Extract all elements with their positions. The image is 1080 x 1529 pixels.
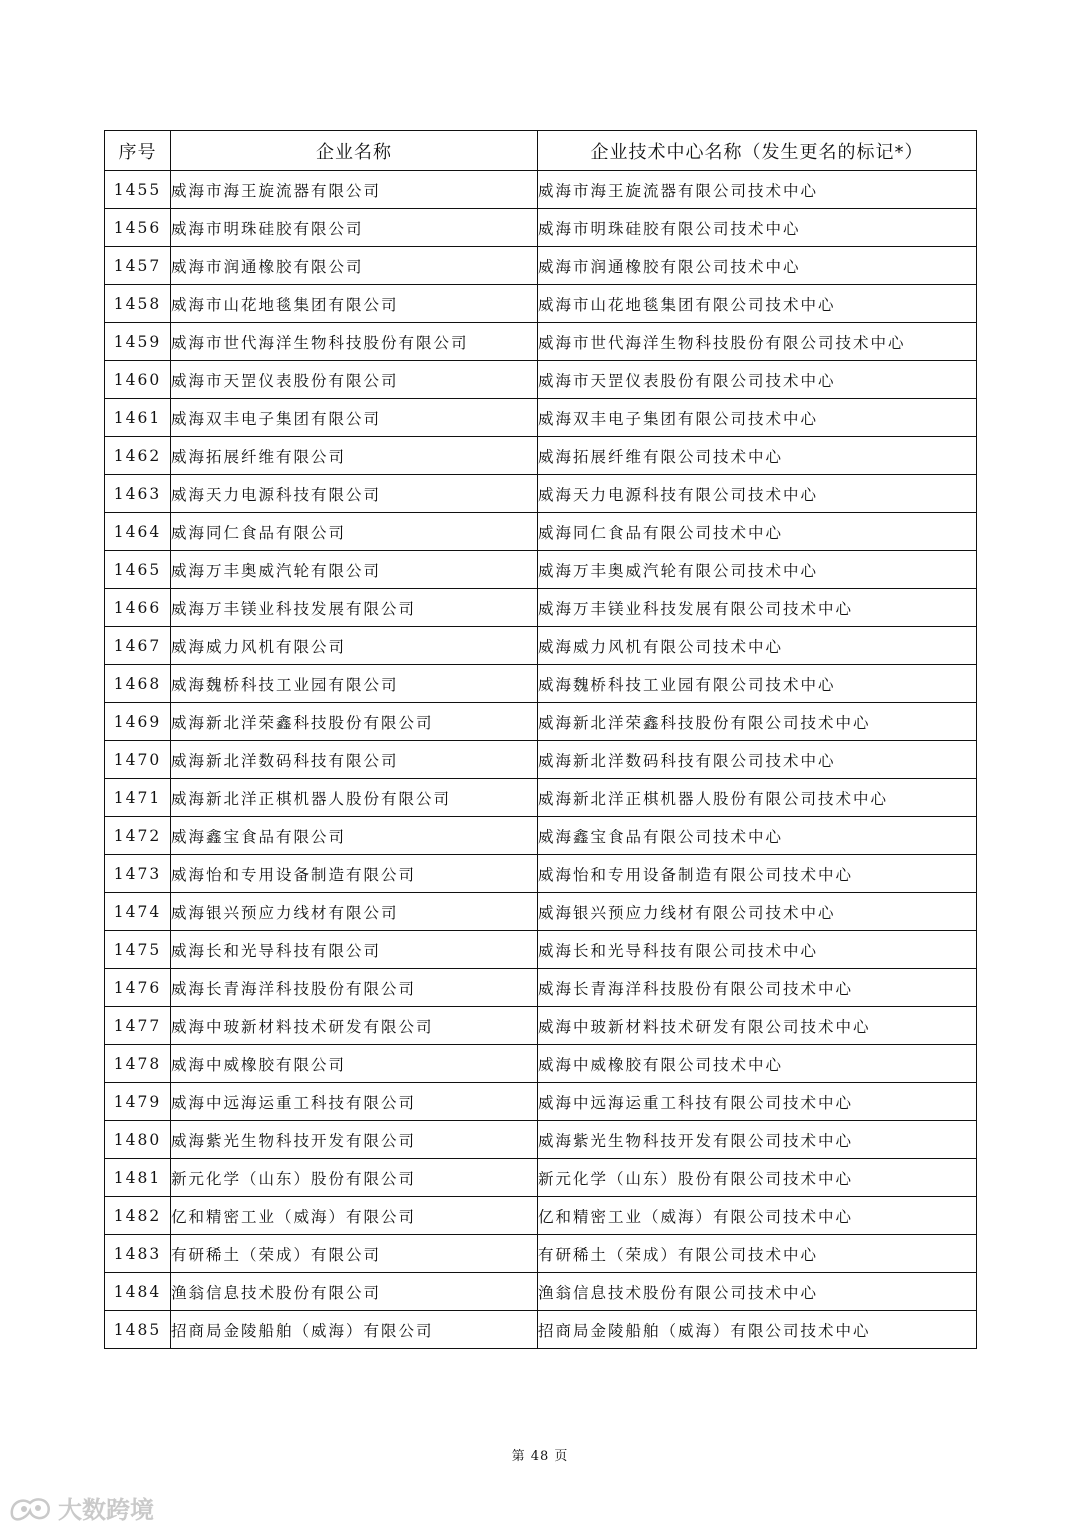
tech-center-name: 招商局金陵船舶（威海）有限公司技术中心 bbox=[538, 1311, 977, 1349]
table-header-row bbox=[105, 131, 977, 171]
table-row bbox=[105, 551, 977, 589]
table-row bbox=[105, 323, 977, 361]
row-index: 1467 bbox=[105, 627, 171, 665]
row-index: 1470 bbox=[105, 741, 171, 779]
company-name: 威海怡和专用设备制造有限公司 bbox=[171, 855, 538, 893]
table-row bbox=[105, 247, 977, 285]
company-name: 威海中玻新材料技术研发有限公司 bbox=[171, 1007, 538, 1045]
table-row bbox=[105, 969, 977, 1007]
company-name: 威海长青海洋科技股份有限公司 bbox=[171, 969, 538, 1007]
table-row bbox=[105, 1235, 977, 1273]
row-index: 1466 bbox=[105, 589, 171, 627]
tech-center-name: 威海市明珠硅胶有限公司技术中心 bbox=[538, 209, 977, 247]
row-index: 1461 bbox=[105, 399, 171, 437]
tech-center-name: 渔翁信息技术股份有限公司技术中心 bbox=[538, 1273, 977, 1311]
table-row bbox=[105, 361, 977, 399]
row-index: 1469 bbox=[105, 703, 171, 741]
row-index: 1456 bbox=[105, 209, 171, 247]
row-index: 1478 bbox=[105, 1045, 171, 1083]
row-index: 1484 bbox=[105, 1273, 171, 1311]
table-row bbox=[105, 1273, 977, 1311]
company-name: 威海市世代海洋生物科技股份有限公司 bbox=[171, 323, 538, 361]
table-row bbox=[105, 513, 977, 551]
company-name: 威海魏桥科技工业园有限公司 bbox=[171, 665, 538, 703]
row-index: 1474 bbox=[105, 893, 171, 931]
row-index: 1455 bbox=[105, 171, 171, 209]
table-row bbox=[105, 779, 977, 817]
row-index: 1463 bbox=[105, 475, 171, 513]
tech-center-name: 威海万丰镁业科技发展有限公司技术中心 bbox=[538, 589, 977, 627]
row-index: 1471 bbox=[105, 779, 171, 817]
tech-center-name: 威海紫光生物科技开发有限公司技术中心 bbox=[538, 1121, 977, 1159]
row-index: 1465 bbox=[105, 551, 171, 589]
row-index: 1481 bbox=[105, 1159, 171, 1197]
tech-center-name: 有研稀土（荣成）有限公司技术中心 bbox=[538, 1235, 977, 1273]
company-name: 威海长和光导科技有限公司 bbox=[171, 931, 538, 969]
company-name: 威海市明珠硅胶有限公司 bbox=[171, 209, 538, 247]
table-row bbox=[105, 817, 977, 855]
table-row bbox=[105, 399, 977, 437]
tech-center-name: 新元化学（山东）股份有限公司技术中心 bbox=[538, 1159, 977, 1197]
table-row bbox=[105, 589, 977, 627]
company-name: 威海银兴预应力线材有限公司 bbox=[171, 893, 538, 931]
company-name: 招商局金陵船舶（威海）有限公司 bbox=[171, 1311, 538, 1349]
tech-center-name: 威海长和光导科技有限公司技术中心 bbox=[538, 931, 977, 969]
table-row bbox=[105, 893, 977, 931]
tech-center-name: 威海市润通橡胶有限公司技术中心 bbox=[538, 247, 977, 285]
watermark-text: 大数跨境 bbox=[58, 1496, 154, 1524]
table-row bbox=[105, 931, 977, 969]
row-index: 1459 bbox=[105, 323, 171, 361]
table-row bbox=[105, 285, 977, 323]
tech-center-name: 威海新北洋正棋机器人股份有限公司技术中心 bbox=[538, 779, 977, 817]
company-name: 威海新北洋荣鑫科技股份有限公司 bbox=[171, 703, 538, 741]
header-index: 序号 bbox=[105, 131, 171, 171]
row-index: 1462 bbox=[105, 437, 171, 475]
row-index: 1457 bbox=[105, 247, 171, 285]
table-row bbox=[105, 703, 977, 741]
company-name: 威海新北洋正棋机器人股份有限公司 bbox=[171, 779, 538, 817]
company-name: 威海万丰奥威汽轮有限公司 bbox=[171, 551, 538, 589]
row-index: 1458 bbox=[105, 285, 171, 323]
table-row bbox=[105, 1197, 977, 1235]
table-row bbox=[105, 855, 977, 893]
row-index: 1473 bbox=[105, 855, 171, 893]
tech-center-name: 威海市世代海洋生物科技股份有限公司技术中心 bbox=[538, 323, 977, 361]
company-name: 威海拓展纤维有限公司 bbox=[171, 437, 538, 475]
table-row bbox=[105, 1121, 977, 1159]
table-row bbox=[105, 437, 977, 475]
logo-icon bbox=[8, 1493, 54, 1523]
tech-center-name: 威海市天罡仪表股份有限公司技术中心 bbox=[538, 361, 977, 399]
company-name: 威海中威橡胶有限公司 bbox=[171, 1045, 538, 1083]
company-name: 威海双丰电子集团有限公司 bbox=[171, 399, 538, 437]
row-index: 1480 bbox=[105, 1121, 171, 1159]
enterprise-table bbox=[104, 130, 977, 1349]
row-index: 1475 bbox=[105, 931, 171, 969]
tech-center-name: 威海万丰奥威汽轮有限公司技术中心 bbox=[538, 551, 977, 589]
company-name: 威海市天罡仪表股份有限公司 bbox=[171, 361, 538, 399]
tech-center-name: 威海鑫宝食品有限公司技术中心 bbox=[538, 817, 977, 855]
tech-center-name: 威海魏桥科技工业园有限公司技术中心 bbox=[538, 665, 977, 703]
table-row bbox=[105, 475, 977, 513]
company-name: 威海同仁食品有限公司 bbox=[171, 513, 538, 551]
row-index: 1479 bbox=[105, 1083, 171, 1121]
row-index: 1468 bbox=[105, 665, 171, 703]
table-row bbox=[105, 741, 977, 779]
tech-center-name: 威海新北洋数码科技有限公司技术中心 bbox=[538, 741, 977, 779]
company-name: 渔翁信息技术股份有限公司 bbox=[171, 1273, 538, 1311]
row-index: 1464 bbox=[105, 513, 171, 551]
tech-center-name: 威海威力风机有限公司技术中心 bbox=[538, 627, 977, 665]
row-index: 1477 bbox=[105, 1007, 171, 1045]
table-row bbox=[105, 627, 977, 665]
company-name: 威海市润通橡胶有限公司 bbox=[171, 247, 538, 285]
table-row bbox=[105, 1045, 977, 1083]
row-index: 1483 bbox=[105, 1235, 171, 1273]
tech-center-name: 威海双丰电子集团有限公司技术中心 bbox=[538, 399, 977, 437]
company-name: 威海市海王旋流器有限公司 bbox=[171, 171, 538, 209]
row-index: 1485 bbox=[105, 1311, 171, 1349]
tech-center-name: 威海中威橡胶有限公司技术中心 bbox=[538, 1045, 977, 1083]
tech-center-name: 威海市山花地毯集团有限公司技术中心 bbox=[538, 285, 977, 323]
table-row bbox=[105, 1083, 977, 1121]
row-index: 1476 bbox=[105, 969, 171, 1007]
company-name: 威海市山花地毯集团有限公司 bbox=[171, 285, 538, 323]
row-index: 1472 bbox=[105, 817, 171, 855]
company-name: 威海新北洋数码科技有限公司 bbox=[171, 741, 538, 779]
watermark bbox=[8, 1490, 154, 1525]
company-name: 威海天力电源科技有限公司 bbox=[171, 475, 538, 513]
tech-center-name: 威海中玻新材料技术研发有限公司技术中心 bbox=[538, 1007, 977, 1045]
company-name: 亿和精密工业（威海）有限公司 bbox=[171, 1197, 538, 1235]
company-name: 威海万丰镁业科技发展有限公司 bbox=[171, 589, 538, 627]
company-name: 威海中远海运重工科技有限公司 bbox=[171, 1083, 538, 1121]
table-row bbox=[105, 1311, 977, 1349]
table-body bbox=[105, 171, 977, 1349]
tech-center-name: 威海市海王旋流器有限公司技术中心 bbox=[538, 171, 977, 209]
table-row bbox=[105, 1007, 977, 1045]
company-name: 威海鑫宝食品有限公司 bbox=[171, 817, 538, 855]
table-row bbox=[105, 171, 977, 209]
tech-center-name: 威海拓展纤维有限公司技术中心 bbox=[538, 437, 977, 475]
company-name: 威海紫光生物科技开发有限公司 bbox=[171, 1121, 538, 1159]
company-name: 新元化学（山东）股份有限公司 bbox=[171, 1159, 538, 1197]
tech-center-name: 威海同仁食品有限公司技术中心 bbox=[538, 513, 977, 551]
row-index: 1460 bbox=[105, 361, 171, 399]
header-tech-center-name: 企业技术中心名称（发生更名的标记*） bbox=[538, 131, 977, 171]
table-row bbox=[105, 665, 977, 703]
tech-center-name: 威海中远海运重工科技有限公司技术中心 bbox=[538, 1083, 977, 1121]
row-index: 1482 bbox=[105, 1197, 171, 1235]
table-row bbox=[105, 209, 977, 247]
tech-center-name: 威海银兴预应力线材有限公司技术中心 bbox=[538, 893, 977, 931]
company-name: 有研稀土（荣成）有限公司 bbox=[171, 1235, 538, 1273]
company-name: 威海威力风机有限公司 bbox=[171, 627, 538, 665]
header-company-name: 企业名称 bbox=[171, 131, 538, 171]
tech-center-name: 威海新北洋荣鑫科技股份有限公司技术中心 bbox=[538, 703, 977, 741]
tech-center-name: 威海天力电源科技有限公司技术中心 bbox=[538, 475, 977, 513]
tech-center-name: 威海怡和专用设备制造有限公司技术中心 bbox=[538, 855, 977, 893]
page-number: 第 48 页 bbox=[511, 1449, 569, 1464]
tech-center-name: 亿和精密工业（威海）有限公司技术中心 bbox=[538, 1197, 977, 1235]
tech-center-name: 威海长青海洋科技股份有限公司技术中心 bbox=[538, 969, 977, 1007]
table-row bbox=[105, 1159, 977, 1197]
